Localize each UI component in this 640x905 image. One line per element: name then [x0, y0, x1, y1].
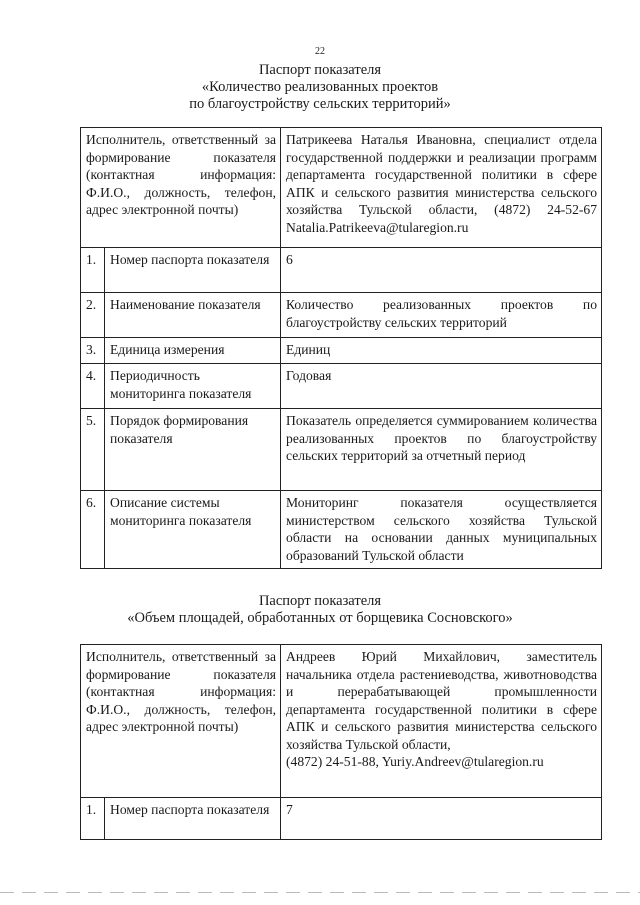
passport-title-1	[0, 62, 640, 113]
page-number: 22	[315, 46, 325, 57]
scan-artifact-line	[0, 892, 640, 893]
row-name: Единица измерения	[105, 338, 281, 364]
passport-heading: Паспорт показателя	[258, 62, 382, 78]
row-value: Показатель определяется суммированием количества реализованных проектов по благоустройству сельских территорий за отчетный период	[281, 409, 602, 491]
passport-subtitle-line1: «Объем площадей, обработанных от борщевика Сосновского»	[127, 610, 513, 626]
row-number: 1.	[81, 248, 105, 293]
passport-table-1	[80, 127, 602, 569]
passport-subtitle-line2: по благоустройству сельских территорий»	[189, 96, 451, 112]
executor-contact: (4872) 24-51-88, Yuriy.Andreev@tularegion.ru	[286, 754, 544, 769]
row-name: Периодичность мониторинга показателя	[105, 364, 281, 409]
passport-subtitle-line1: «Количество реализованных проектов	[201, 79, 439, 95]
row-number: 2.	[81, 293, 105, 338]
passport-heading: Паспорт показателя	[258, 593, 382, 609]
executor-label: Исполнитель, ответственный за формирование показателя (контактная информация: Ф.И.О., должность, телефон, адрес электронной почты)	[81, 645, 281, 798]
table-row	[81, 338, 602, 364]
executor-row	[81, 645, 602, 798]
table-row	[81, 491, 602, 569]
row-name: Номер паспорта показателя	[105, 798, 281, 840]
row-name: Описание системы мониторинга показателя	[105, 491, 281, 569]
executor-value: Андреев Юрий Михайлович, заместитель начальника отдела растениеводства, животноводства и перерабатывающей промышленности департамента государственной политики в сфере АПК и сельского развития министерства сельского хозяйства Тульской области,	[286, 649, 597, 752]
row-name: Номер паспорта показателя	[105, 248, 281, 293]
table-row	[81, 248, 602, 293]
row-value: Единиц	[281, 338, 602, 364]
row-number: 5.	[81, 409, 105, 491]
row-value: 7	[281, 798, 602, 840]
executor-label: Исполнитель, ответственный за формирование показателя (контактная информация: Ф.И.О., должность, телефон, адрес электронной почты)	[81, 128, 281, 248]
row-name: Наименование показателя	[105, 293, 281, 338]
passport-title-2	[0, 593, 640, 627]
row-number: 3.	[81, 338, 105, 364]
executor-row	[81, 128, 602, 248]
passport-table-2	[80, 644, 602, 840]
executor-value-cell	[281, 645, 602, 798]
row-number: 6.	[81, 491, 105, 569]
row-value: Годовая	[281, 364, 602, 409]
table-row	[81, 293, 602, 338]
row-number: 4.	[81, 364, 105, 409]
row-name: Порядок формирования показателя	[105, 409, 281, 491]
row-value: Мониторинг показателя осуществляется министерством сельского хозяйства Тульской области на основании данных муниципальных образований Тульской области	[281, 491, 602, 569]
row-value: Количество реализованных проектов по благоустройству сельских территорий	[281, 293, 602, 338]
row-value: 6	[281, 248, 602, 293]
executor-value: Патрикеева Наталья Ивановна, специалист отдела государственной поддержки и реализации программ департамента государственной политики в сфере АПК и сельского развития министерства сельского хозяйства Тульской области, (4872) 24-52-67 Natalia.Patrikeeva@tularegion.ru	[281, 128, 602, 248]
row-number: 1.	[81, 798, 105, 840]
table-row	[81, 364, 602, 409]
table-row	[81, 409, 602, 491]
table-row	[81, 798, 602, 840]
